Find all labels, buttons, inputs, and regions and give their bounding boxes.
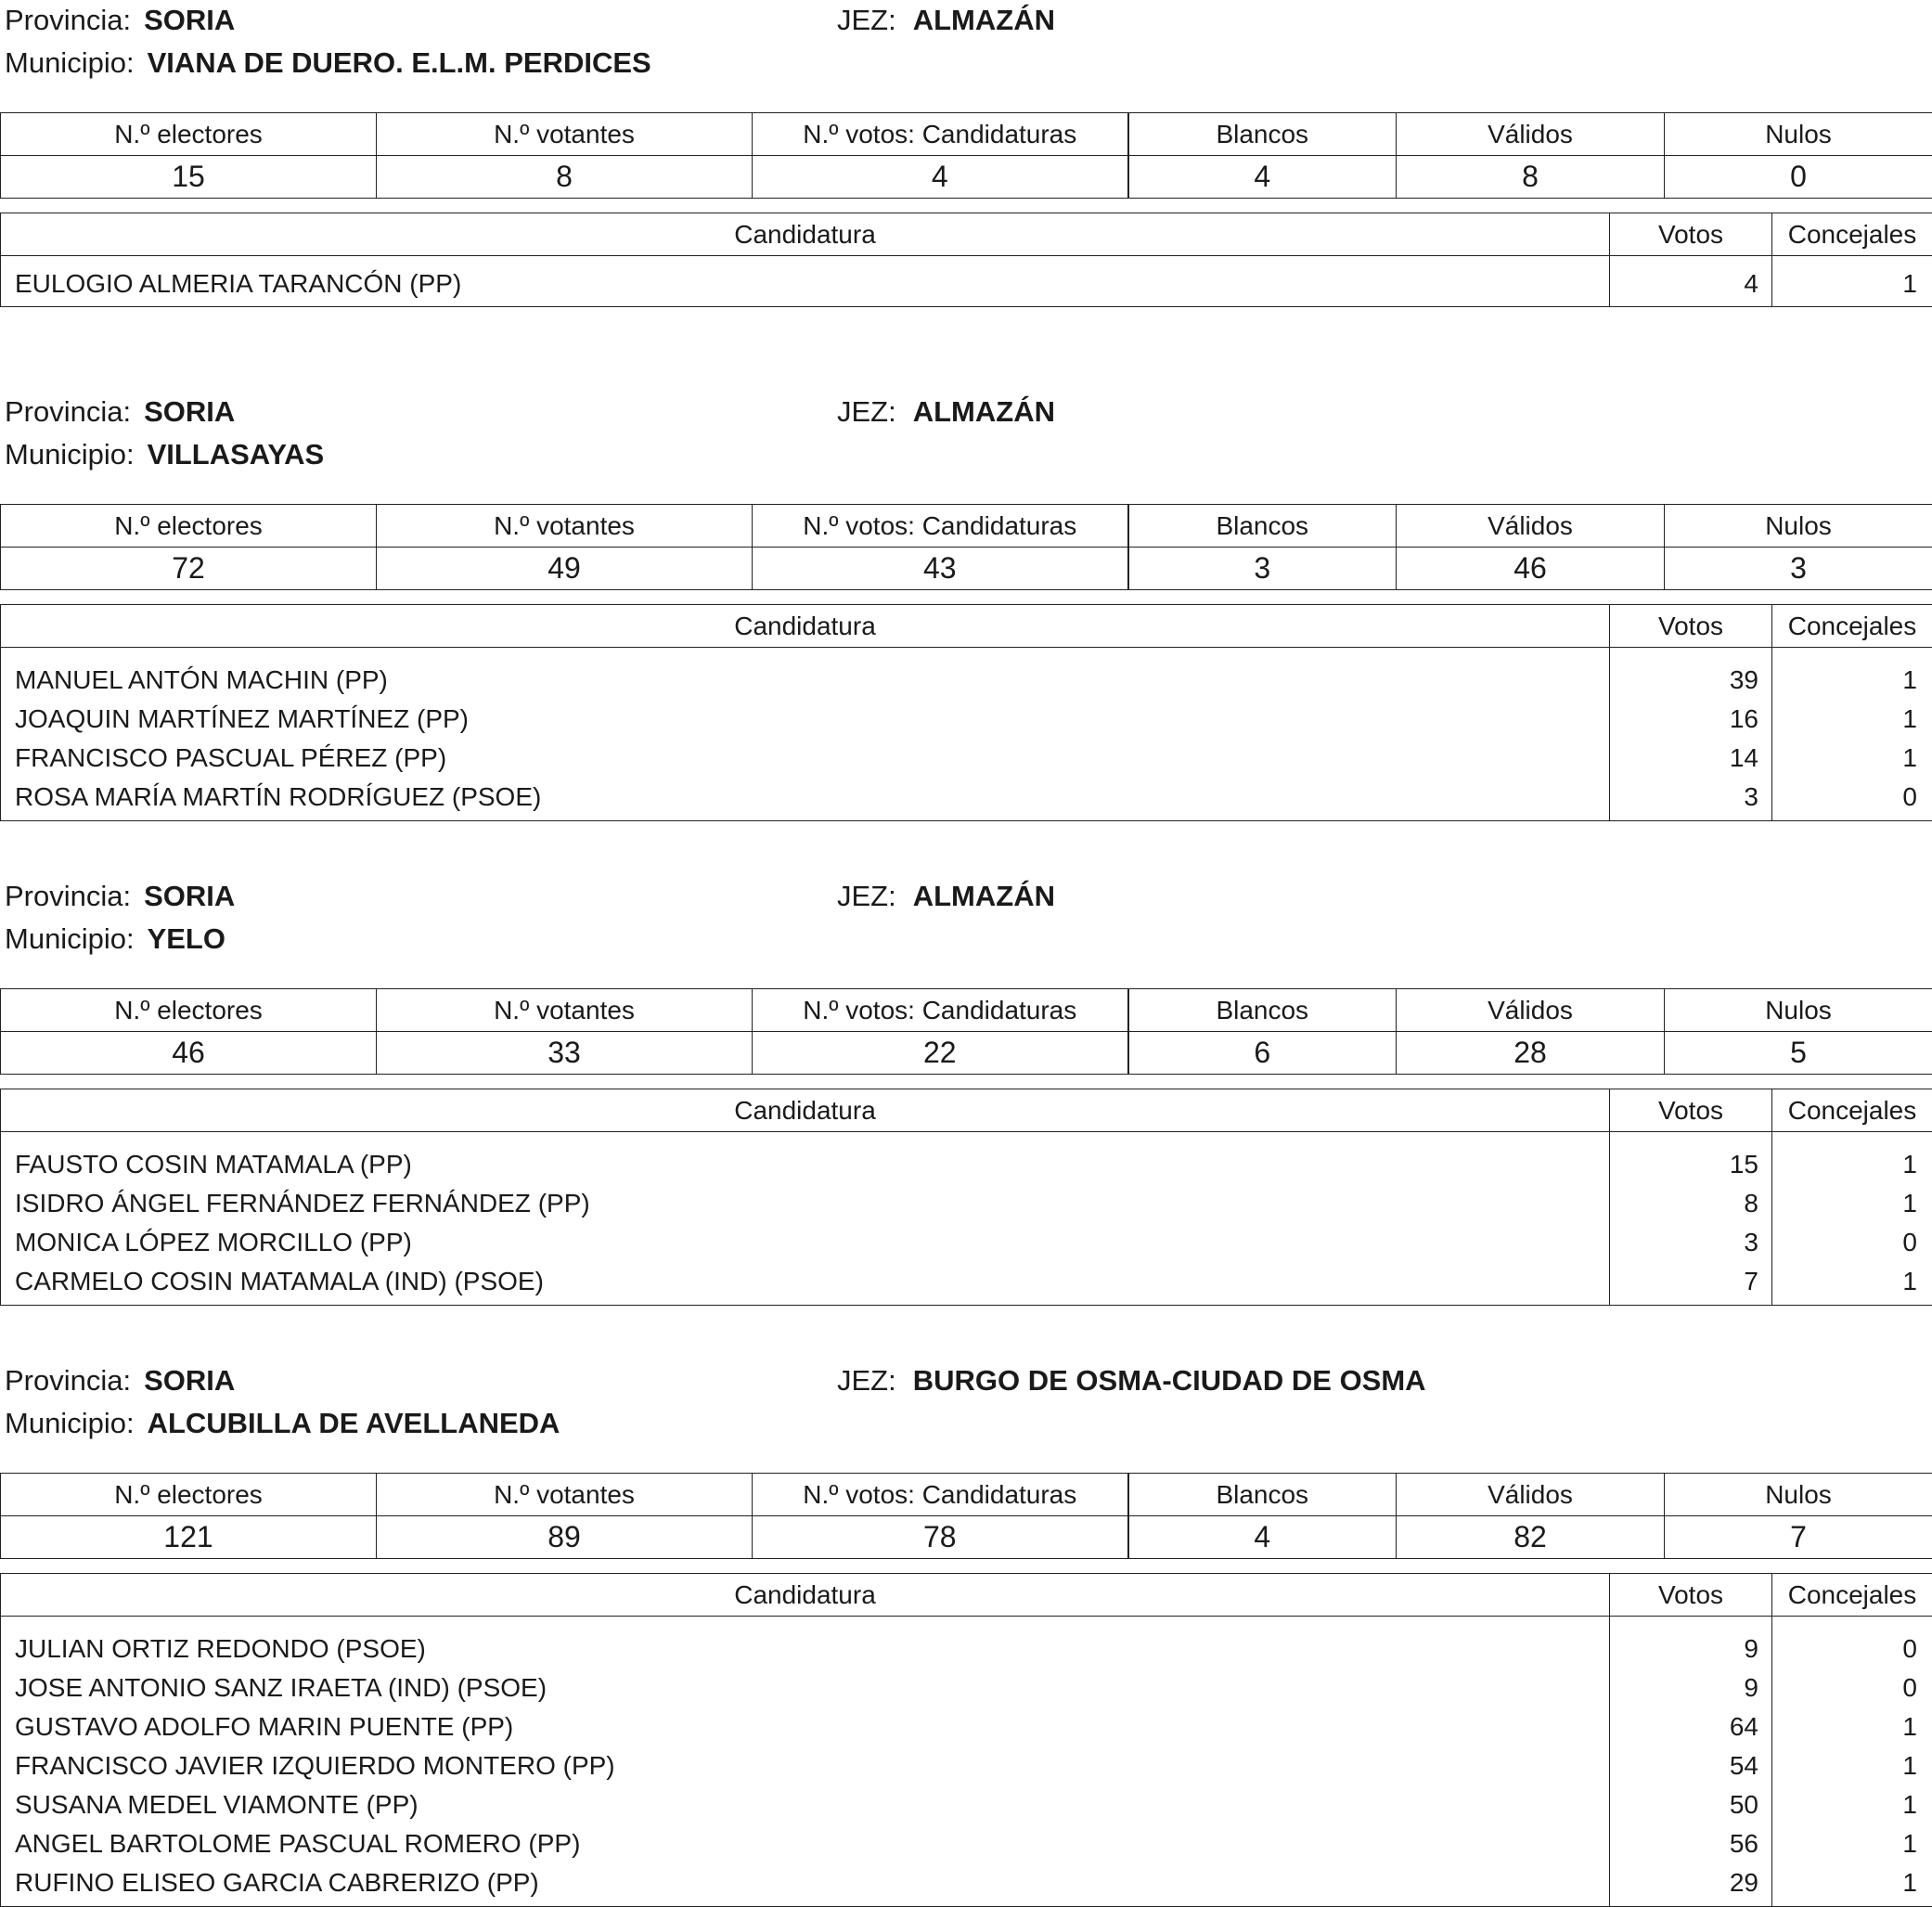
candidate-concejales: 1	[1772, 1863, 1932, 1907]
municipio-line	[5, 436, 324, 473]
provincia-line	[5, 878, 235, 915]
candidate-votos: 64	[1610, 1707, 1772, 1746]
candidate-name: RUFINO ELISEO GARCIA CABRERIZO (PP)	[1, 1863, 1610, 1907]
municipio-label: Municipio:	[5, 438, 135, 470]
stats-value-row	[1, 548, 1932, 590]
jez-value: ALMAZÁN	[913, 395, 1055, 428]
stats-value-row	[1, 1516, 1932, 1559]
jez-label: JEZ:	[837, 395, 896, 428]
votantes-value: 8	[377, 156, 753, 199]
municipio-value: ALCUBILLA DE AVELLANEDA	[148, 1407, 560, 1439]
jez-value: ALMAZÁN	[913, 880, 1055, 912]
blancos-header: Blancos	[1128, 1474, 1397, 1516]
concejales-header: Concejales	[1772, 213, 1932, 256]
nulos-header: Nulos	[1665, 989, 1932, 1032]
candidate-name: FRANCISCO JAVIER IZQUIERDO MONTERO (PP)	[1, 1746, 1610, 1785]
votantes-value: 89	[377, 1516, 753, 1559]
stats-header-row	[1, 1474, 1932, 1516]
nulos-header: Nulos	[1665, 1474, 1932, 1516]
stats-table	[0, 1473, 1932, 1559]
concejales-header: Concejales	[1772, 1089, 1932, 1132]
stats-table	[0, 504, 1932, 590]
candidates-table	[0, 1573, 1932, 1907]
candidate-votos: 56	[1610, 1824, 1772, 1863]
nulos-value: 7	[1665, 1516, 1932, 1559]
stats-value-row	[1, 1032, 1932, 1075]
candidates-table	[0, 604, 1932, 821]
candidate-concejales: 0	[1772, 778, 1932, 821]
concejales-header: Concejales	[1772, 1574, 1932, 1617]
validos-value: 8	[1397, 156, 1665, 199]
electores-header: N.º electores	[1, 505, 377, 548]
provincia-label: Provincia:	[5, 395, 131, 428]
candidatura-header: Candidatura	[1, 1089, 1610, 1132]
candidate-concejales: 0	[1772, 1617, 1932, 1669]
candidatura-header: Candidatura	[1, 1574, 1610, 1617]
jez-line	[837, 2, 1055, 39]
validos-value: 28	[1397, 1032, 1665, 1075]
provincia-value: SORIA	[144, 395, 235, 428]
jez-label: JEZ:	[837, 880, 896, 912]
nulos-value: 3	[1665, 548, 1932, 590]
candidate-name: JOSE ANTONIO SANZ IRAETA (IND) (PSOE)	[1, 1669, 1610, 1707]
municipio-value: VIANA DE DUERO. E.L.M. PERDICES	[148, 46, 651, 79]
municipio-value: YELO	[148, 922, 225, 955]
candidate-row	[1, 1617, 1932, 1669]
candidate-votos: 14	[1610, 739, 1772, 778]
provincia-line	[5, 393, 235, 431]
stats-header-row	[1, 113, 1932, 156]
candidate-row	[1, 648, 1932, 701]
jez-label: JEZ:	[837, 1364, 896, 1397]
candidate-row	[1, 256, 1932, 307]
candidate-row	[1, 1707, 1932, 1746]
votos-candidaturas-header: N.º votos: Candidaturas	[753, 113, 1128, 156]
candidate-votos: 3	[1610, 778, 1772, 821]
candidatura-header: Candidatura	[1, 605, 1610, 648]
votantes-value: 49	[377, 548, 753, 590]
candidate-votos: 9	[1610, 1617, 1772, 1669]
electores-value: 46	[1, 1032, 377, 1075]
votos-header: Votos	[1610, 213, 1772, 256]
votos-candidaturas-value: 22	[753, 1032, 1128, 1075]
electores-header: N.º electores	[1, 113, 377, 156]
jez-line	[837, 1362, 1426, 1399]
candidate-row	[1, 1785, 1932, 1824]
nulos-value: 5	[1665, 1032, 1932, 1075]
nulos-value: 0	[1665, 156, 1932, 199]
candidates-header-row	[1, 213, 1932, 256]
candidate-row	[1, 778, 1932, 821]
jez-label: JEZ:	[837, 4, 896, 36]
stats-value-row	[1, 156, 1932, 199]
candidate-row	[1, 1262, 1932, 1306]
candidate-name: ISIDRO ÁNGEL FERNÁNDEZ FERNÁNDEZ (PP)	[1, 1184, 1610, 1223]
candidate-concejales: 1	[1772, 1262, 1932, 1306]
stats-table	[0, 988, 1932, 1075]
candidate-concejales: 1	[1772, 1746, 1932, 1785]
jez-line	[837, 878, 1055, 915]
candidate-concejales: 1	[1772, 1824, 1932, 1863]
provincia-label: Provincia:	[5, 880, 131, 912]
provincia-line	[5, 2, 235, 39]
candidate-name: JOAQUIN MARTÍNEZ MARTÍNEZ (PP)	[1, 700, 1610, 739]
candidate-row	[1, 1223, 1932, 1262]
candidatura-header: Candidatura	[1, 213, 1610, 256]
candidate-name: ANGEL BARTOLOME PASCUAL ROMERO (PP)	[1, 1824, 1610, 1863]
municipio-line	[5, 921, 225, 958]
validos-header: Válidos	[1397, 113, 1665, 156]
candidate-row	[1, 1863, 1932, 1907]
candidates-header-row	[1, 1089, 1932, 1132]
candidate-name: GUSTAVO ADOLFO MARIN PUENTE (PP)	[1, 1707, 1610, 1746]
municipio-label: Municipio:	[5, 1407, 135, 1439]
candidate-name: CARMELO COSIN MATAMALA (IND) (PSOE)	[1, 1262, 1610, 1306]
candidate-votos: 15	[1610, 1132, 1772, 1185]
provincia-value: SORIA	[144, 1364, 235, 1397]
candidate-votos: 3	[1610, 1223, 1772, 1262]
candidate-row	[1, 700, 1932, 739]
candidates-header-row	[1, 605, 1932, 648]
validos-header: Válidos	[1397, 505, 1665, 548]
votos-candidaturas-header: N.º votos: Candidaturas	[753, 989, 1128, 1032]
municipio-label: Municipio:	[5, 922, 135, 955]
votos-candidaturas-value: 4	[753, 156, 1128, 199]
concejales-header: Concejales	[1772, 605, 1932, 648]
candidate-concejales: 1	[1772, 648, 1932, 701]
electores-value: 121	[1, 1516, 377, 1559]
validos-header: Válidos	[1397, 989, 1665, 1032]
candidate-concejales: 1	[1772, 256, 1932, 307]
blancos-header: Blancos	[1128, 989, 1397, 1032]
candidate-votos: 4	[1610, 256, 1772, 307]
candidate-row	[1, 1132, 1932, 1185]
blancos-value: 6	[1128, 1032, 1397, 1075]
stats-table	[0, 112, 1932, 199]
provincia-label: Provincia:	[5, 4, 131, 36]
provincia-value: SORIA	[144, 880, 235, 912]
votos-candidaturas-value: 43	[753, 548, 1128, 590]
municipio-line	[5, 1405, 560, 1442]
municipio-line	[5, 45, 651, 82]
provincia-value: SORIA	[144, 4, 235, 36]
candidate-name: FRANCISCO PASCUAL PÉREZ (PP)	[1, 739, 1610, 778]
blancos-value: 3	[1128, 548, 1397, 590]
stats-header-row	[1, 989, 1932, 1032]
municipio-label: Municipio:	[5, 46, 135, 79]
municipio-value: VILLASAYAS	[148, 438, 325, 470]
candidate-votos: 50	[1610, 1785, 1772, 1824]
blancos-header: Blancos	[1128, 113, 1397, 156]
candidate-votos: 8	[1610, 1184, 1772, 1223]
nulos-header: Nulos	[1665, 113, 1932, 156]
votos-candidaturas-value: 78	[753, 1516, 1128, 1559]
votantes-value: 33	[377, 1032, 753, 1075]
votantes-header: N.º votantes	[377, 113, 753, 156]
candidate-concejales: 0	[1772, 1223, 1932, 1262]
votos-header: Votos	[1610, 605, 1772, 648]
stats-header-row	[1, 505, 1932, 548]
nulos-header: Nulos	[1665, 505, 1932, 548]
provincia-line	[5, 1362, 235, 1399]
votantes-header: N.º votantes	[377, 505, 753, 548]
candidate-name: MONICA LÓPEZ MORCILLO (PP)	[1, 1223, 1610, 1262]
candidate-votos: 39	[1610, 648, 1772, 701]
blancos-header: Blancos	[1128, 505, 1397, 548]
candidate-concejales: 1	[1772, 1785, 1932, 1824]
jez-line	[837, 393, 1055, 431]
votos-header: Votos	[1610, 1574, 1772, 1617]
candidate-votos: 29	[1610, 1863, 1772, 1907]
candidate-concejales: 1	[1772, 1707, 1932, 1746]
candidate-name: FAUSTO COSIN MATAMALA (PP)	[1, 1132, 1610, 1185]
votantes-header: N.º votantes	[377, 989, 753, 1032]
candidate-name: SUSANA MEDEL VIAMONTE (PP)	[1, 1785, 1610, 1824]
votantes-header: N.º votantes	[377, 1474, 753, 1516]
candidate-name: ROSA MARÍA MARTÍN RODRÍGUEZ (PSOE)	[1, 778, 1610, 821]
candidate-row	[1, 1669, 1932, 1707]
jez-value: ALMAZÁN	[913, 4, 1055, 36]
votos-candidaturas-header: N.º votos: Candidaturas	[753, 1474, 1128, 1516]
candidate-row	[1, 1184, 1932, 1223]
candidate-name: MANUEL ANTÓN MACHIN (PP)	[1, 648, 1610, 701]
candidate-votos: 9	[1610, 1669, 1772, 1707]
votos-header: Votos	[1610, 1089, 1772, 1132]
candidates-table	[0, 213, 1932, 307]
candidate-name: EULOGIO ALMERIA TARANCÓN (PP)	[1, 256, 1610, 307]
jez-value: BURGO DE OSMA-CIUDAD DE OSMA	[913, 1364, 1426, 1397]
electores-value: 72	[1, 548, 377, 590]
candidate-votos: 7	[1610, 1262, 1772, 1306]
candidate-concejales: 0	[1772, 1669, 1932, 1707]
votos-candidaturas-header: N.º votos: Candidaturas	[753, 505, 1128, 548]
candidate-concejales: 1	[1772, 739, 1932, 778]
candidate-concejales: 1	[1772, 700, 1932, 739]
candidates-header-row	[1, 1574, 1932, 1617]
candidate-concejales: 1	[1772, 1132, 1932, 1185]
blancos-value: 4	[1128, 1516, 1397, 1559]
candidate-row	[1, 739, 1932, 778]
electores-header: N.º electores	[1, 989, 377, 1032]
candidate-row	[1, 1824, 1932, 1863]
blancos-value: 4	[1128, 156, 1397, 199]
electores-header: N.º electores	[1, 1474, 377, 1516]
candidate-name: JULIAN ORTIZ REDONDO (PSOE)	[1, 1617, 1610, 1669]
validos-value: 46	[1397, 548, 1665, 590]
candidate-votos: 54	[1610, 1746, 1772, 1785]
electores-value: 15	[1, 156, 377, 199]
candidates-table	[0, 1089, 1932, 1306]
candidate-concejales: 1	[1772, 1184, 1932, 1223]
provincia-label: Provincia:	[5, 1364, 131, 1397]
validos-value: 82	[1397, 1516, 1665, 1559]
validos-header: Válidos	[1397, 1474, 1665, 1516]
candidate-row	[1, 1746, 1932, 1785]
candidate-votos: 16	[1610, 700, 1772, 739]
